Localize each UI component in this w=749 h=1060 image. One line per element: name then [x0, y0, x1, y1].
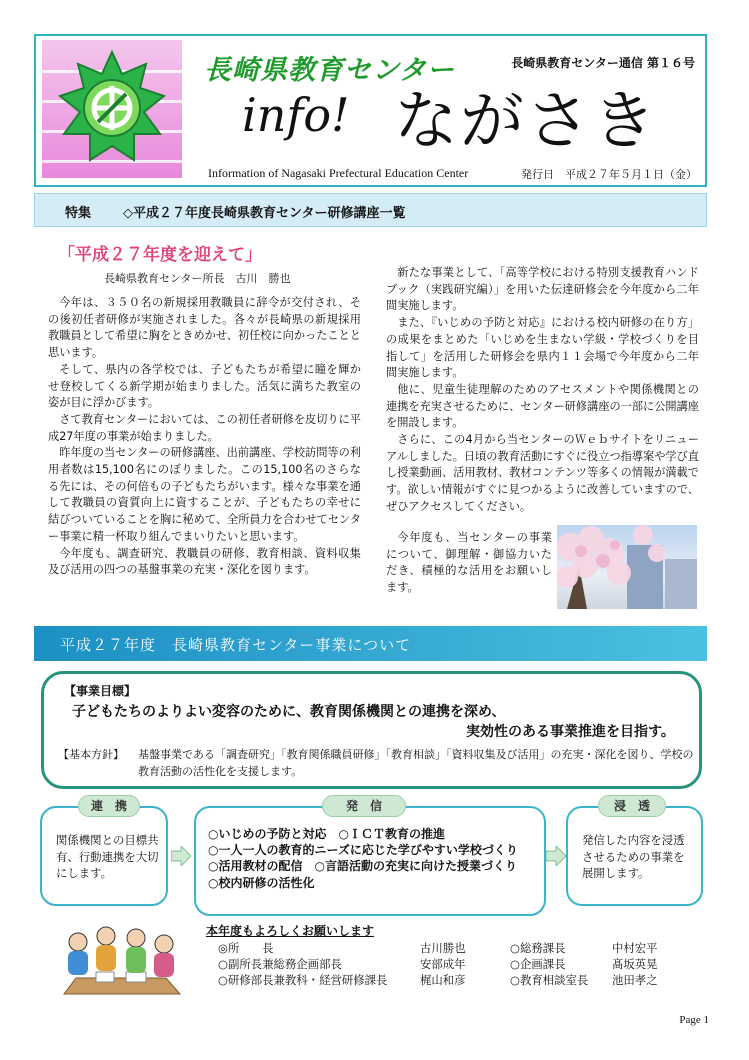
- article-title: 「平成２７年度を迎えて」: [58, 245, 262, 265]
- staff-name: 中村宏平: [612, 941, 658, 955]
- staff-role: ○教育相談室長: [510, 973, 589, 987]
- collaboration-text: 関係機関との目標共有、行動連携を大切にします。: [56, 833, 159, 880]
- article-column-right: [386, 265, 699, 516]
- dissemination-pill: 発 信: [322, 795, 406, 817]
- list-item: ○一人一人の教育的ニーズに応じた学びやすい学校づくり: [208, 843, 518, 858]
- article-closing: [386, 530, 552, 597]
- goal-box: [41, 671, 702, 789]
- goal-line: 子どもたちのよりよい変容のために、教育関係機関との連携を深め、: [72, 704, 506, 720]
- publish-date: 発行日 平成２７年５月１日（金）: [521, 168, 697, 181]
- feature-text: ◇平成２７年度長崎県教育センター研修講座一覧: [123, 206, 406, 221]
- paragraph: 昨年度の当センターの研修講座、出前講座、学校訪問等の利用者数は15,100名にのぼりました。この15,100名のさらなる先には、その何倍もの子どもたちがいます。様々な事業を通して教職員の資質向上に資することが、子どもたちの幸せに結びついていることを胸に秘めて、全所員力を合わせてセンター事業に精一杯取り組んでまいりたいと思います。: [48, 446, 361, 543]
- paragraph: さらに、この4月から当センターのＷｅｂサイトをリニューアルしました。日頃の教育活動にすぐに役立つ指導案や学び直し授業動画、活用教材、教材コンテンツ等多くの情報が満載です。欲しい情報がすぐに見つかるように改善していますので、ぜひアクセスしてください。: [386, 433, 699, 513]
- page-number: Page 1: [679, 1014, 709, 1026]
- staff-name: 梶山和彦: [420, 973, 466, 987]
- staff-role: ○研修部長兼教科・経営研修課長: [218, 973, 388, 987]
- english-name: Information of Nagasaki Prefectural Education Center: [208, 166, 469, 180]
- staff-title: 本年度もよろしくお願いします: [206, 924, 375, 938]
- paragraph: さて教育センターにおいては、この初任者研修を皮切りに平成27年度の事業が始まりました。: [48, 412, 361, 443]
- paragraph: 今年度も、調査研究、教職員の研修、教育相談、資料収集及び活用の四つの基盤事業の充実・深化を図ります。: [48, 546, 361, 577]
- cherry-blossom-photo: [557, 525, 697, 609]
- staff-name: 古川勝也: [420, 941, 466, 955]
- paragraph: 今年度も、当センターの事業について、御理解・御協力いただき、積極的な活用をお願いします。: [386, 531, 552, 595]
- goal-label: 【事業目標】: [64, 684, 137, 698]
- policy-text: 基盤事業である「調査研究」「教育関係職員研修」「教育相談」「資料収集及び活用」の充実・深化を図り、学校の教育活動の活性化を支援します。: [138, 748, 694, 778]
- feature-label: 特集: [65, 206, 92, 221]
- collaboration-box: [40, 806, 168, 906]
- right-arrow-icon: [171, 846, 191, 866]
- dissemination-box: [194, 806, 546, 916]
- collaboration-pill: 連 携: [78, 795, 140, 817]
- paragraph: また、『いじめの予防と対応』における校内研修の在り方」の成果をまとめた「いじめを生まない学級・学校づくりを目指して」を活用した研修会を県内１１会場で今年度から二年間実施します。: [386, 316, 699, 380]
- feature-bar: [34, 193, 707, 227]
- staff-role: ◎所 長: [218, 941, 274, 955]
- org-name: 長崎県教育センター: [204, 55, 455, 86]
- list-item: ○活用教材の配信 ○言語活動の充実に向けた授業づくり: [208, 859, 517, 874]
- staff-role: ○総務課長: [510, 941, 566, 955]
- article-author: 長崎県教育センター所長 古川 勝也: [104, 272, 291, 285]
- section-title: 平成２７年度 長崎県教育センター事業について: [60, 636, 412, 654]
- issue-number: 長崎県教育センター通信 第１６号: [511, 56, 695, 70]
- paragraph: そして、県内の各学校では、子どもたちが希望に瞳を輝かせ登校してくる新学期が始まりました。活気に満ちた教室の姿が目に浮かびます。: [48, 362, 361, 410]
- list-item: ○いじめの予防と対応 ○ＩＣＴ教育の推進: [208, 827, 445, 841]
- teachers-meeting-illustration: [56, 920, 186, 1000]
- article-column-left: [48, 295, 361, 579]
- penetration-text: 発信した内容を浸透させるための事業を展開します。: [582, 833, 685, 880]
- paragraph: 他に、児童生徒理解のためのアセスメントや関係機関との連携を充実させるために、センター研修講座の一部に公開講座を開設します。: [386, 382, 699, 430]
- masthead: [34, 34, 707, 187]
- newsletter-title: ながさき: [394, 85, 658, 159]
- staff-role: ○企画課長: [510, 957, 566, 971]
- staff-role: ○副所長兼総務企画部長: [218, 957, 342, 971]
- dissemination-list: [208, 826, 518, 891]
- list-item: ○校内研修の活性化: [208, 875, 315, 890]
- section-header: [34, 626, 707, 661]
- staff-name: 髙坂英晃: [612, 957, 658, 971]
- policy-label: 【基本方針】: [58, 748, 124, 761]
- paragraph: 今年は、３５０名の新規採用教職員に辞令が交付され、その後初任者研修が実施されました。各々が長崎県の新規採用教職員として希望に胸をときめかせ、初任校に向かったことと思います。: [48, 296, 361, 360]
- goal-line: 実効性のある事業推進を目指す。: [466, 724, 675, 740]
- penetration-box: [566, 806, 703, 906]
- staff-name: 池田孝之: [612, 973, 658, 987]
- education-center-logo: [42, 40, 182, 178]
- info-word: info!: [242, 88, 350, 142]
- right-arrow-icon: [546, 846, 566, 866]
- staff-name: 安部成年: [420, 957, 466, 971]
- penetration-pill: 浸 透: [598, 795, 666, 817]
- paragraph: 新たな事業として、「高等学校における特別支援教育ハンドブック（実践研究編）」を用いた伝達研修会を今年度から二年間実施します。: [386, 266, 699, 313]
